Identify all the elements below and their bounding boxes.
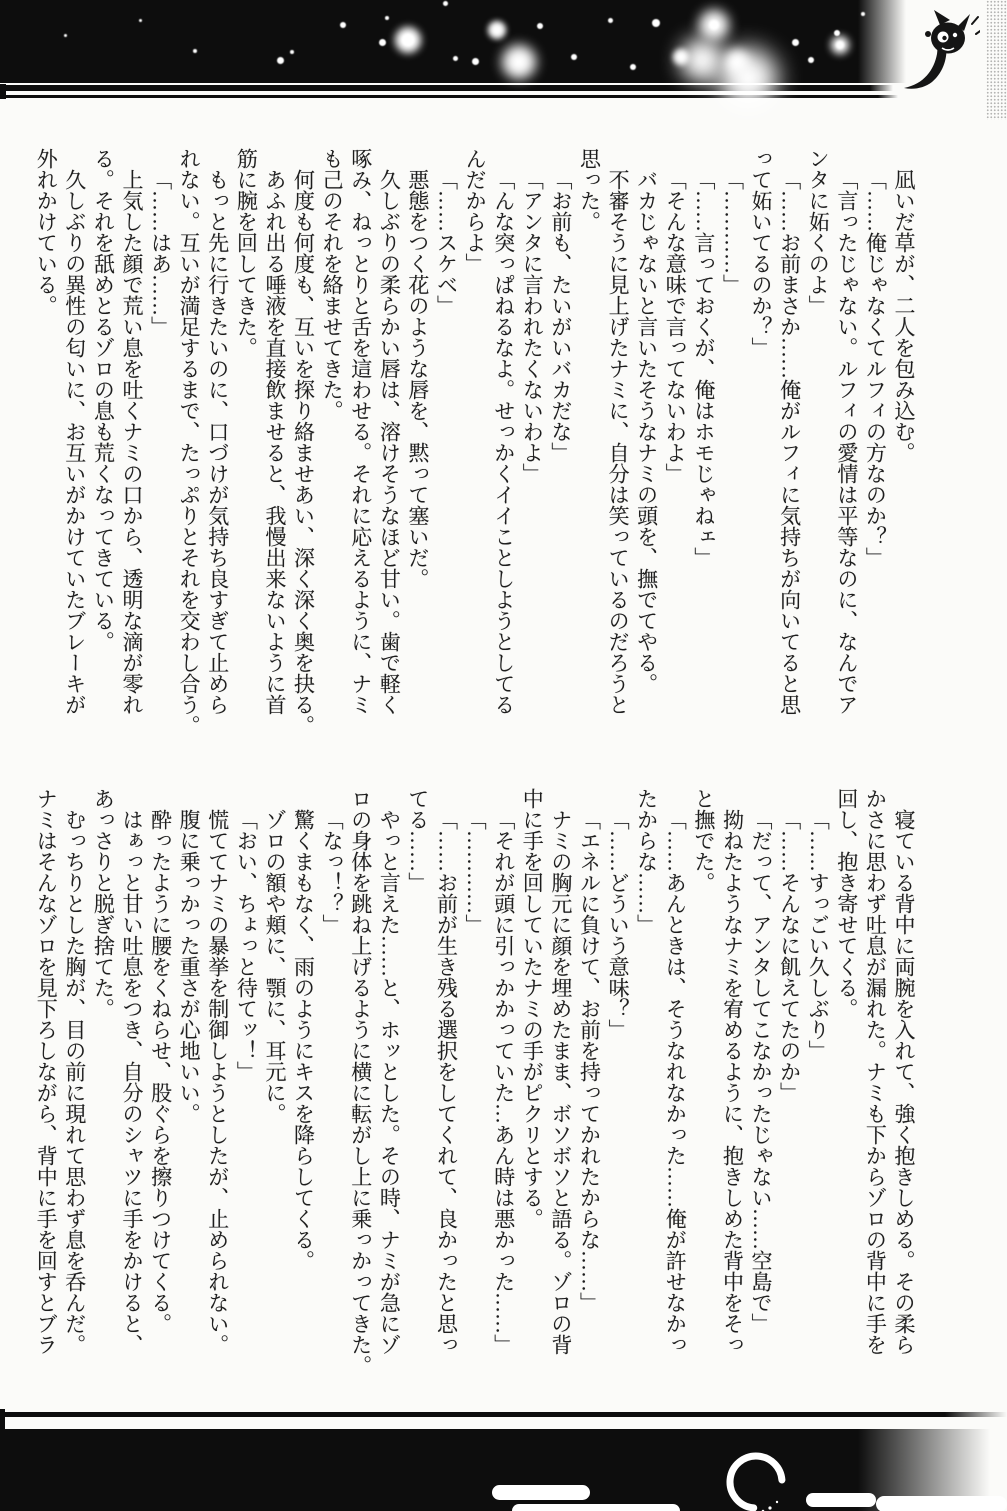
text-column: 「アンタに言われたくないわよ」 <box>520 169 545 484</box>
text-column: 「……そんなに飢えてたのか」 <box>777 809 802 1103</box>
text-column: 「…………」 <box>463 809 488 935</box>
star-dot <box>290 50 294 54</box>
star-dot <box>792 39 799 46</box>
text-column: 「……言っておくが、俺はホモじゃねェ」 <box>691 169 716 568</box>
text-column: ナミはそんなゾロを見下ろしながら、背中に手を回すとブラ <box>34 788 59 1355</box>
text-column: れない。互いが満足するまで、たっぷりとそれを交わし合う。 <box>177 148 202 736</box>
text-column: 凪いだ草が、二人を包み込む。 <box>892 169 916 463</box>
header-starry-band <box>0 0 908 83</box>
text-column: 「……スケベ」 <box>434 169 459 316</box>
star-dot <box>630 64 636 70</box>
text-column: 「お前も、たいがいバカだな」 <box>548 169 573 463</box>
moon-ring <box>728 1454 784 1510</box>
text-column: バカじゃないと言いたそうなナミの頭を、撫でてやる。 <box>634 169 659 694</box>
star-dot <box>277 57 284 64</box>
text-column: てる……」 <box>405 788 430 893</box>
star-dot <box>453 56 458 61</box>
cloud-shape <box>512 1504 680 1511</box>
scan-edge-mark <box>0 84 6 99</box>
text-column: 「それが頭に引っかかっていた…あん時は悪かった……」 <box>491 809 516 1355</box>
text-column: 筋に腕を回してきた。 <box>234 148 259 358</box>
text-column: 久しぶりの柔らかい唇は、溶けそうなほど甘い。歯で軽く <box>377 169 402 715</box>
star-dot <box>443 1 448 6</box>
star-dot <box>379 39 386 46</box>
star-dot <box>608 18 613 23</box>
text-column: 思った。 <box>577 148 602 232</box>
text-column: 「……すっごい久しぶり」 <box>806 809 831 1061</box>
text-column: ゾロの額や頬に、顎に、耳元に。 <box>262 809 287 1124</box>
mascot-eye-glint <box>953 33 957 37</box>
moon-speckle <box>768 1506 771 1509</box>
text-column: って妬いてるのか？」 <box>749 148 774 358</box>
footer-rule <box>0 1412 1007 1417</box>
text-column: 「んな突っぱねるなよ。せっかくイイことしようとしてる <box>491 169 516 715</box>
footer-night-band <box>0 1429 1007 1511</box>
text-column: ナミの胸元に顔を埋めたまま、ボソボソと語る。ゾロの背 <box>548 809 573 1355</box>
star-glow <box>725 50 749 74</box>
star-dot <box>652 19 660 27</box>
mascot-pupil <box>942 36 946 40</box>
star-glow <box>402 34 414 46</box>
star-glow <box>488 21 506 39</box>
text-column: 拗ねたようなナミを宥めるように、抱きしめた背中をそっ <box>720 809 745 1355</box>
text-column: あっさりと脱ぎ捨てた。 <box>91 788 116 1019</box>
scan-edge-halftone <box>986 0 1007 120</box>
text-column: 「だって、アンタしてこなかったじゃない……空島で」 <box>749 809 774 1334</box>
text-column: 何度も何度も、互いを探り絡ませあい、深く深く奥を抉る。 <box>291 169 316 736</box>
text-column: 「……お前まさか……俺がルフィに気持ちが向いてると思 <box>777 169 802 715</box>
text-column: 外れかけている。 <box>34 148 59 316</box>
star-dot <box>64 34 67 37</box>
text-column: 中に手を回していたナミの手がピクリとする。 <box>520 788 545 1229</box>
text-column: たからな……」 <box>634 788 659 935</box>
star-dot <box>861 12 865 16</box>
text-column: はぁっと甘い吐息をつき、自分のシャツに手をかけると、 <box>119 809 144 1355</box>
mascot-dot <box>925 31 931 37</box>
story-text-lower-block <box>32 788 918 1376</box>
moon-speckle <box>776 1501 778 1503</box>
star-dot <box>193 49 197 53</box>
star-dot <box>139 19 142 22</box>
star-glow <box>502 45 536 79</box>
text-column: 悪態をつく花のような唇を、黙って塞いだ。 <box>405 169 430 589</box>
text-column: 「おい、ちょっと待てッ！」 <box>234 809 259 1082</box>
cloud-shape <box>806 1493 876 1507</box>
star-dot <box>571 54 577 60</box>
crescent-moon-icon <box>718 1448 794 1511</box>
text-column: 酔ったように腰をくねらせ、股ぐらを擦りつけてくる。 <box>148 809 173 1334</box>
text-column: もっと先に行きたいのに、口づけが気持ち良すぎて止めら <box>205 169 230 715</box>
text-column: 「エネルに負けて、お前を持ってかれたからな……」 <box>577 809 602 1313</box>
text-column: 久しぶりの異性の匂いに、お互いがかけていたブレーキが <box>62 169 87 715</box>
text-column: 慌ててナミの暴挙を制御しようとしたが、止められない。 <box>205 809 230 1355</box>
text-column: かさに思わず吐息が漏れた。ナミも下からゾロの背中に手を <box>863 788 888 1355</box>
text-column: あふれ出る唾液を直接飲ませると、我慢出来ないように首 <box>262 169 287 715</box>
text-column: る。それを舐めとるゾロの息も荒くなってきている。 <box>91 148 116 652</box>
star-dot <box>340 22 346 28</box>
text-column: 腹に乗っかった重さが心地いい。 <box>177 809 202 1124</box>
text-column: 「……どういう意味？」 <box>606 809 631 1040</box>
text-column: 啄み、ねっとりと舌を這わせる。それに応えるように、ナミ <box>348 148 373 715</box>
star-dot <box>385 16 389 20</box>
text-column: 「…………」 <box>720 169 745 295</box>
text-column: 「なっ！？」 <box>320 809 345 935</box>
star-dot <box>537 23 543 29</box>
text-column: やっと言えた……と、ホッとした。その時、ナミが急にゾ <box>377 809 402 1355</box>
text-column: 「そんな意味で言ってないわよ」 <box>663 169 688 484</box>
text-column: 「言ったじゃない。ルフィの愛情は平等なのに、なんでア <box>834 169 859 715</box>
text-column: 「……あんときは、そうなれなかった……俺が許せなかっ <box>663 809 688 1355</box>
text-column: も己のそれを絡ませてきた。 <box>320 148 345 421</box>
text-column: ンタに妬くのよ」 <box>806 148 831 316</box>
text-column: 回し、抱き寄せてくる。 <box>834 788 859 1019</box>
corner-mascot-illustration <box>898 4 980 100</box>
text-column: 「……俺じゃなくてルフィの方なのか？」 <box>863 169 888 568</box>
cloud-shape <box>492 1485 590 1500</box>
star-glow <box>836 41 844 49</box>
text-column: んだからよ」 <box>463 148 488 274</box>
text-column: と撫でた。 <box>691 788 716 893</box>
star-dot <box>472 58 479 65</box>
text-column: ロの身体を跳ね上げるように横に転がし上に乗っかってきた。 <box>348 788 373 1376</box>
scan-edge-mark <box>0 1409 5 1431</box>
story-text-upper-block <box>32 148 918 736</box>
star-glow <box>709 20 719 30</box>
text-column: 驚くまもなく、雨のようにキスを降らしてくる。 <box>291 809 316 1271</box>
text-column: 「……はあ……」 <box>148 169 173 337</box>
text-column: 上気した顔で荒い息を吐くナミの口から、透明な滴が零れ <box>119 169 144 715</box>
mascot-quote-marks <box>972 17 980 34</box>
star-dot <box>808 57 814 63</box>
text-column: むっちりとした胸が、目の前に現れて思わず息を呑んだ。 <box>62 809 87 1355</box>
text-column: 「……お前が生き残る選択をしてくれて、良かったと思っ <box>434 809 459 1355</box>
text-column: 不審そうに見上げたナミに、自分は笑っているのだろうと <box>606 169 631 715</box>
text-column: 寝ている背中に両腕を入れて、強く抱きしめる。その柔ら <box>892 809 916 1355</box>
cloud-shape <box>876 1496 1007 1511</box>
